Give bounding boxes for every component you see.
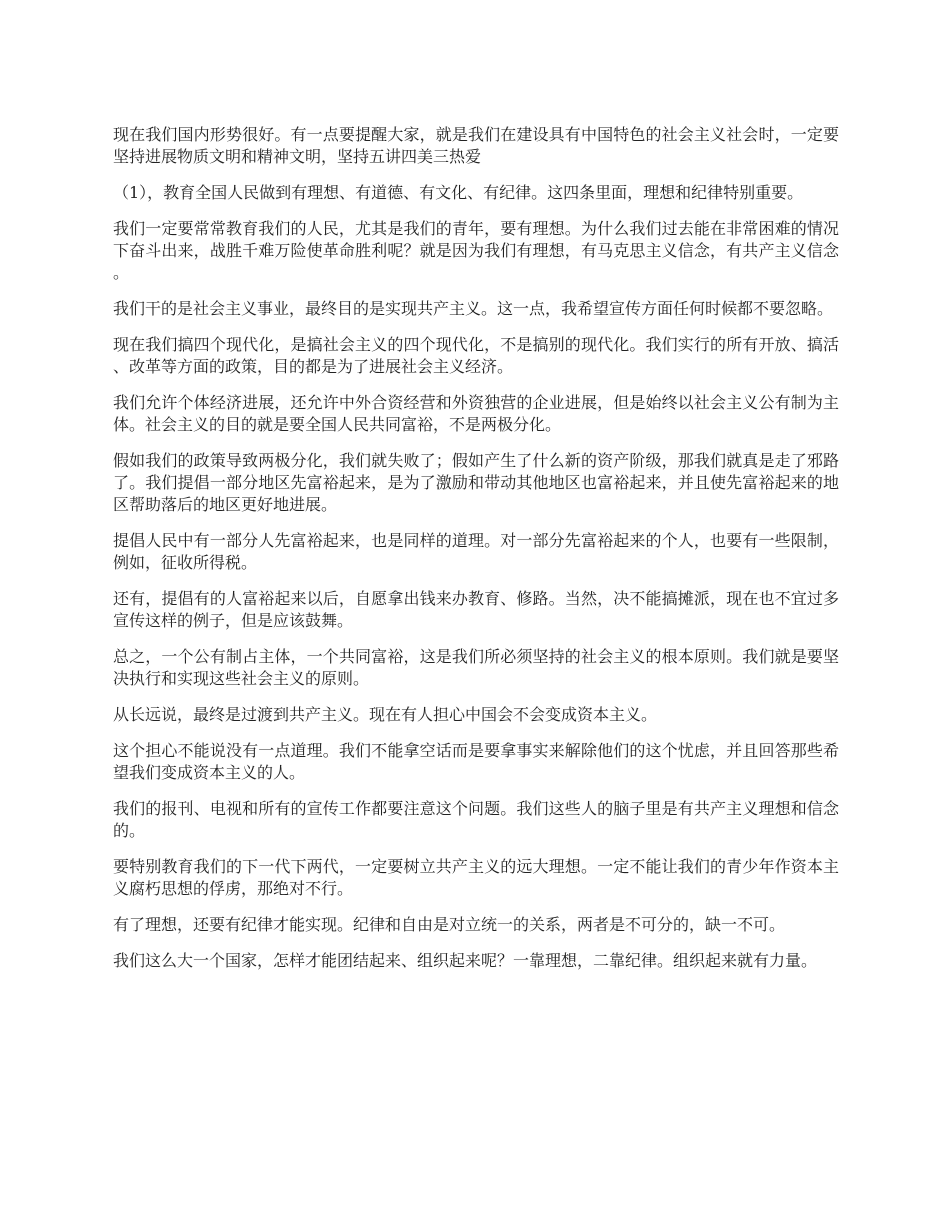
paragraph-2: （1），教育全国人民做到有理想、有道德、有文化、有纪律。这四条里面，理想和纪律特别重要。 [113,183,804,202]
paragraph-5: 现在我们搞四个现代化，是搞社会主义的四个现代化，不是搞别的现代化。我们实行的所有开放、搞活、改革等方面的政策，目的都是为了进展社会主义经济。 [113,335,839,376]
paragraph-9: 还有，提倡有的人富裕起来以后，自愿拿出钱来办教育、修路。当然，决不能搞摊派，现在也不宜过多宣传这样的例子，但是应该鼓舞。 [113,589,839,630]
paragraph-3: 我们一定要常常教育我们的人民，尤其是我们的青年，要有理想。为什么我们过去能在非常困难的情况下奋斗出来，战胜千难万险使革命胜利呢？就是因为我们有理想，有马克思主义信念，有共产主义信念。 [113,219,839,282]
paragraph-13: 我们的报刊、电视和所有的宣传工作都要注意这个问题。我们这些人的脑子里是有共产主义理想和信念的。 [113,799,839,840]
paragraph-15: 有了理想，还要有纪律才能实现。纪律和自由是对立统一的关系，两者是不可分的，缺一不可。 [113,915,786,934]
paragraph-1: 现在我们国内形势很好。有一点要提醒大家，就是我们在建设具有中国特色的社会主义社会时，一定要坚持进展物质文明和精神文明，坚持五讲四美三热爱 [113,125,839,166]
paragraph-12: 这个担心不能说没有一点道理。我们不能拿空话而是要拿事实来解除他们的这个忧虑，并且回答那些希望我们变成资本主义的人。 [113,741,839,782]
paragraph-10: 总之，一个公有制占主体，一个共同富裕，这是我们所必须坚持的社会主义的根本原则。我们就是要坚决执行和实现这些社会主义的原则。 [113,647,839,688]
paragraph-4: 我们干的是社会主义事业，最终目的是实现共产主义。这一点，我希望宣传方面任何时候都不要忽略。 [113,299,834,318]
paragraph-7: 假如我们的政策导致两极分化，我们就失败了；假如产生了什么新的资产阶级，那我们就真是走了邪路了。我们提倡一部分地区先富裕起来，是为了激励和带动其他地区也富裕起来，并且使先富裕起来的地区帮助落后的地区更好地进展。 [113,451,839,514]
document-page [113,124,839,986]
paragraph-11: 从长远说，最终是过渡到共产主义。现在有人担心中国会不会变成资本主义。 [113,705,658,724]
paragraph-16: 我们这么大一个国家，怎样才能团结起来、组织起来呢？一靠理想，二靠纪律。组织起来就有力量。 [113,951,818,970]
paragraph-8: 提倡人民中有一部分人先富裕起来，也是同样的道理。对一部分先富裕起来的个人，也要有一些限制，例如，征收所得税。 [113,531,839,572]
paragraph-6: 我们允许个体经济进展，还允许中外合资经营和外资独营的企业进展，但是始终以社会主义公有制为主体。社会主义的目的就是要全国人民共同富裕，不是两极分化。 [113,393,839,434]
paragraph-14: 要特别教育我们的下一代下两代，一定要树立共产主义的远大理想。一定不能让我们的青少年作资本主义腐朽思想的俘虏，那绝对不行。 [113,857,839,898]
